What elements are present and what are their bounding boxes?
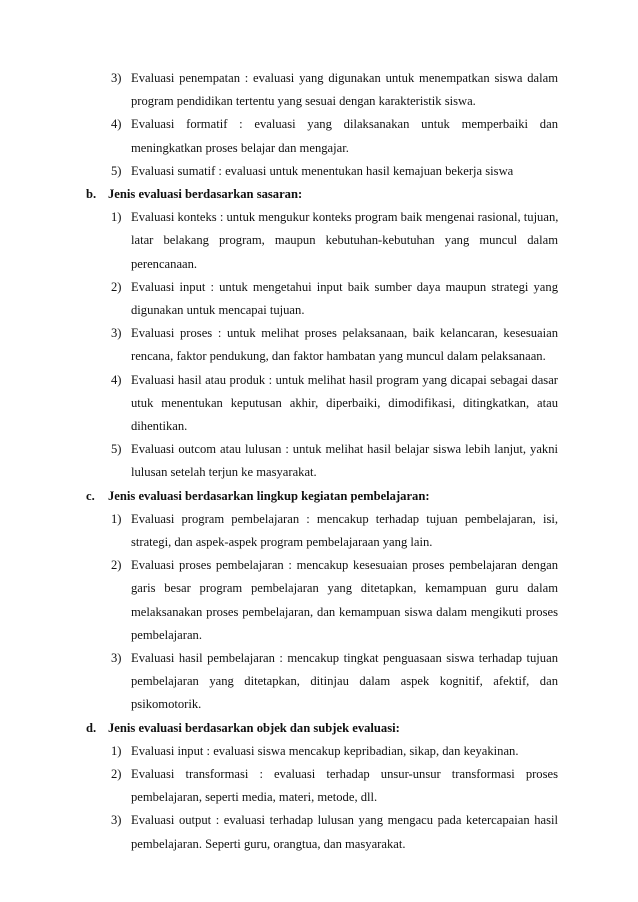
list-number: 3) [111,326,122,341]
list-item-text: pembelajaran. [131,627,202,642]
list-item-text: Evaluasi proses pembelajaran : mencakup kesesuaian proses pembelajaran dengan [131,558,558,573]
list-item-text: Evaluasi formatif : evaluasi yang dilaksanakan untuk memperbaiki dan [131,117,558,132]
list-number: 4) [111,372,122,387]
list-item-text: Evaluasi hasil atau produk : untuk melihat hasil program yang dicapai sebagai dasar [131,372,558,387]
section-letter: c. [86,488,95,503]
list-item-text: latar belakang program, maupun kebutuhan-kebutuhan yang muncul dalam [131,233,558,248]
list-number: 1) [111,210,122,225]
list-item-text: Evaluasi transformasi : evaluasi terhadap unsur-unsur transformasi proses [131,767,558,781]
list-number: 3) [111,813,122,828]
list-number: 5) [111,163,122,178]
section-letter: b. [86,187,97,201]
list-item-text: utuk menentukan keputusan akhir, diperbaiki, dimodifikasi, ditingkatkan, atau [131,395,558,410]
list-number: 1) [111,511,122,526]
list-item-text: strategi, dan aspek-aspek program pembelajaraan yang lain. [131,535,433,549]
list-item-text: Evaluasi program pembelajaran : mencakup terhadap tujuan pembelajaran, isi, [131,511,558,526]
list-item-text: Evaluasi proses : untuk melihat proses pelaksanaan, baik kelancaran, kesesuaian [131,326,558,341]
list-item-text: Evaluasi outcom atau lulusan : untuk melihat hasil belajar siswa lebih lanjut, yakni [131,442,558,457]
list-item-text: Evaluasi penempatan : evaluasi yang digunakan untuk menempatkan siswa dalam [131,71,558,85]
list-item-text: garis besar program pembelajaran yang ditetapkan, kemampuan guru dalam [131,581,558,596]
list-item-text: meningkatkan proses belajar dan mengajar. [131,140,349,155]
list-item-text: Evaluasi konteks : untuk mengukur konteks program baik mengenai rasional, tujuan, [131,210,559,225]
list-item-text: rencana, faktor pendukung, dan faktor hambatan yang muncul dalam pelaksanaan. [131,349,546,364]
list-item-text: dihentikan. [131,419,188,433]
list-item-text: digunakan untuk mencapai tujuan. [131,303,305,317]
list-number: 1) [111,743,122,758]
section-heading: Jenis evaluasi berdasarkan sasaran: [108,187,303,201]
list-item-text: pembelajaran, seperti media, materi, metode, dll. [131,790,378,805]
list-item-text: Evaluasi input : evaluasi siswa mencakup kepribadian, sikap, dan keyakinan. [131,743,519,758]
list-number: 3) [111,71,122,85]
list-item-text: Evaluasi output : evaluasi terhadap lulusan yang mengacu pada ketercapaian hasil [131,813,558,828]
list-number: 2) [111,558,122,573]
list-item-text: Evaluasi hasil pembelajaran : mencakup tingkat penguasaan siswa terhadap tujuan [131,651,558,665]
list-item-text: Evaluasi input : untuk mengetahui input baik sumber daya maupun strategi yang [131,279,558,294]
list-number: 4) [111,117,122,132]
section-heading: Jenis evaluasi berdasarkan objek dan subjek evaluasi: [108,720,400,735]
list-item-text: lulusan setelah terjun ke masyarakat. [131,465,317,480]
list-item-text: perencanaan. [131,256,198,271]
list-item-text: Evaluasi sumatif : evaluasi untuk menentukan hasil kemajuan bekerja siswa [131,163,514,178]
list-number: 2) [111,767,122,781]
list-item-text: pembelajaran yang ditetapkan, ditinjau dalam aspek kognitif, afektif, dan [131,674,558,689]
list-item-text: psikomotorik. [131,697,202,712]
list-number: 3) [111,651,122,665]
list-item-text: melaksanakan proses pembelajaran, dan kemampuan siswa dalam mengikuti proses [131,604,558,619]
section-letter: d. [86,720,97,735]
list-item-text: pembelajaran. Seperti guru, orangtua, dan masyarakat. [131,836,406,851]
list-number: 5) [111,442,122,457]
section-heading: Jenis evaluasi berdasarkan lingkup kegiatan pembelajaran: [108,488,430,503]
list-number: 2) [111,279,122,294]
list-item-text: program pendidikan tertentu yang sesuai dengan karakteristik siswa. [131,94,476,109]
